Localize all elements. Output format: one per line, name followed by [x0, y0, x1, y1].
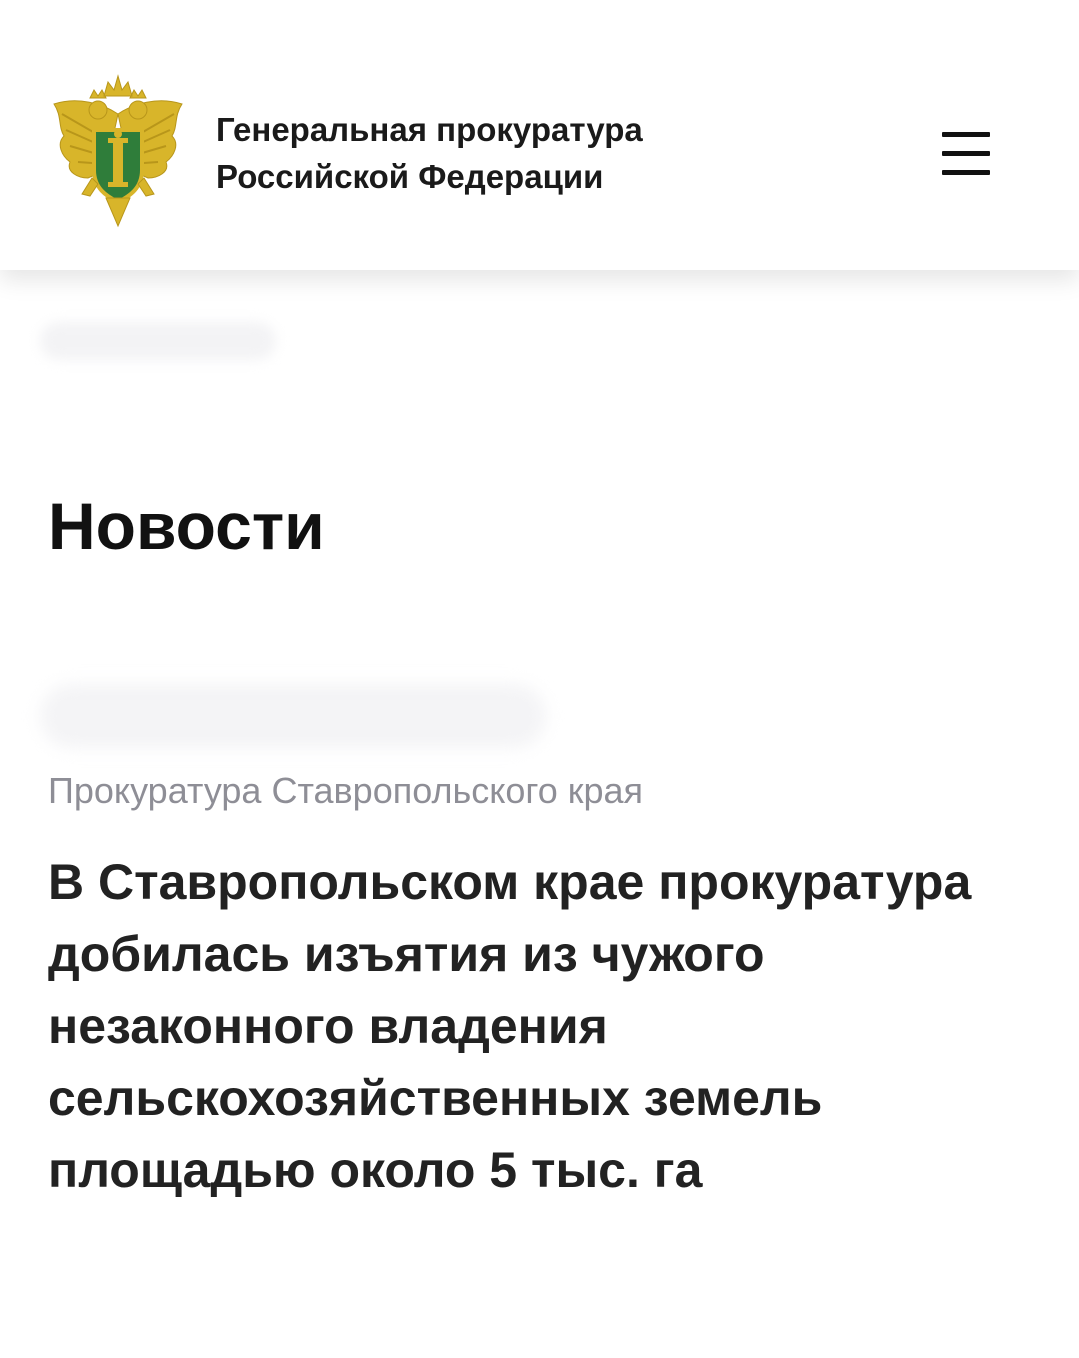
prosecutor-emblem-icon[interactable]	[48, 74, 188, 228]
org-title[interactable]	[216, 106, 856, 200]
org-title-line1: Генеральная прокуратура	[216, 111, 643, 148]
menu-bar-bottom	[942, 170, 990, 175]
menu-bar-middle	[942, 151, 990, 156]
site-header	[0, 0, 1079, 270]
news-headline-line: незаконного владения	[48, 998, 608, 1054]
news-headline-line: площадью около 5 тыс. га	[48, 1142, 703, 1198]
news-headline-line: сельскохозяйственных земель	[48, 1070, 823, 1126]
org-title-line2: Российской Федерации	[216, 158, 604, 195]
breadcrumb-placeholder	[40, 322, 276, 360]
news-date-placeholder	[40, 684, 546, 748]
page-title: Новости	[48, 489, 325, 563]
menu-bar-top	[942, 132, 990, 137]
news-source[interactable]: Прокуратура Ставропольского края	[48, 770, 644, 811]
news-headline-line: В Ставропольском крае прокуратура	[48, 854, 972, 910]
news-headline-line: добилась изъятия из чужого	[48, 926, 765, 982]
news-headline-link[interactable]	[48, 846, 1038, 1206]
hamburger-menu-icon[interactable]	[936, 126, 996, 182]
